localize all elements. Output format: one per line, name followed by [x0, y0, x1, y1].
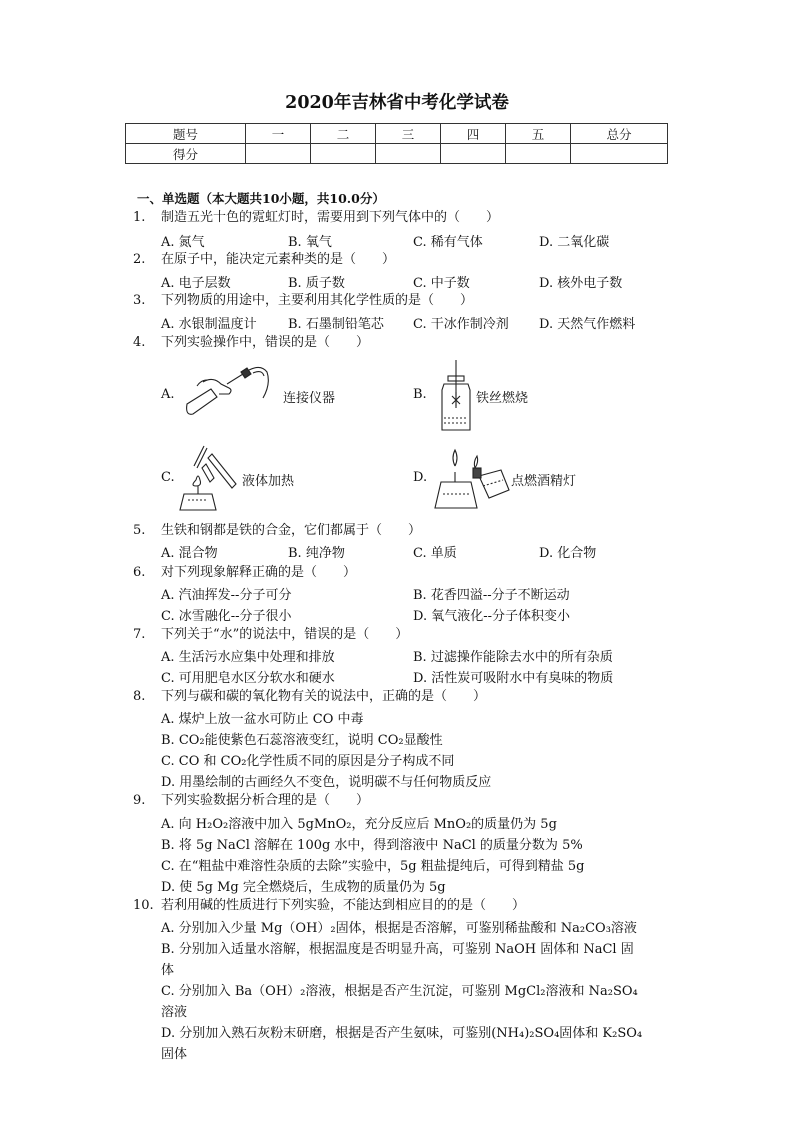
option-c-cont: 溶液: [161, 1005, 188, 1020]
question-number: 7.: [133, 627, 146, 642]
score-table-cell: 五: [506, 124, 571, 144]
option-c: C. 稀有气体: [413, 235, 483, 250]
question-number: 2.: [133, 252, 146, 267]
option-a: A. 氮气: [161, 235, 205, 250]
option-b: B. 氧气: [288, 235, 332, 250]
question-number: 10.: [133, 898, 154, 913]
hand-tube-icon: [183, 364, 275, 426]
option-c: C. 冰雪融化--分子很小: [161, 609, 292, 624]
option-a: A. 生活污水应集中处理和排放: [161, 650, 335, 665]
option-c: C.: [161, 470, 175, 485]
score-table-cell: 四: [441, 124, 506, 144]
option-b: B. 石墨制铅笔芯: [288, 317, 384, 332]
section-heading: 一、单选题（本大题共10小题，共10.0分）: [137, 191, 385, 206]
question-stem: 生铁和钢都是铁的合金，它们都属于（ ）: [161, 523, 422, 538]
option-b: B. 质子数: [288, 276, 345, 291]
option-d: D. 分别加入熟石灰粉末研磨，根据是否产生氨味，可鉴别(NH₄)₂SO₄固体和 K₂SO₄: [161, 1026, 643, 1041]
question-stem: 下列关于“水”的说法中，错误的是（ ）: [161, 627, 409, 642]
question-stem: 在原子中，能决定元素种类的是（ ）: [161, 252, 396, 267]
option-d: D. 使 5g Mg 完全燃烧后，生成物的质量仍为 5g: [161, 880, 446, 895]
question-stem: 制造五光十色的霓虹灯时，需要用到下列气体中的（ ）: [161, 210, 500, 225]
question-stem: 若利用碱的性质进行下列实验，不能达到相应目的的是（ ）: [161, 898, 526, 913]
question-number: 9.: [133, 793, 146, 808]
score-cell: [246, 144, 311, 164]
option-b: B.: [413, 387, 427, 402]
score-cell: [376, 144, 441, 164]
option-d: D. 核外电子数: [539, 276, 623, 291]
option-b: B. 过滤操作能除去水中的所有杂质: [413, 650, 613, 665]
option-b: B. 花香四溢--分子不断运动: [413, 588, 570, 603]
option-b: B. CO₂能使紫色石蕊溶液变红，说明 CO₂显酸性: [161, 733, 443, 748]
score-table-header-row: [126, 124, 668, 144]
option-c: C. CO 和 CO₂化学性质不同的原因是分子构成不同: [161, 754, 455, 769]
question-number: 6.: [133, 565, 146, 580]
option-c: C. 分别加入 Ba（OH）₂溶液，根据是否产生沉淀，可鉴别 MgCl₂溶液和 Na₂SO₄: [161, 984, 638, 999]
option-a: A. 汽油挥发--分子可分: [161, 588, 292, 603]
score-table-cell: 题号: [126, 124, 246, 144]
option-c: C. 可用肥皂水区分软水和硬水: [161, 671, 335, 686]
page-title: 2020年吉林省中考化学试卷: [285, 93, 509, 113]
question-number: 8.: [133, 689, 146, 704]
option-a: A.: [161, 387, 175, 402]
option-d: D. 活性炭可吸附水中有臭味的物质: [413, 671, 614, 686]
option-a: A. 分别加入少量 Mg（OH）₂固体，根据是否溶解，可鉴别稀盐酸和 Na₂CO₃溶液: [161, 921, 637, 936]
question-number: 4.: [133, 335, 146, 350]
score-table-cell: 一: [246, 124, 311, 144]
score-cell: [311, 144, 376, 164]
option-c: C. 单质: [413, 546, 457, 561]
score-table-cell: 总分: [571, 124, 668, 144]
question-stem: 下列与碳和碳的氧化物有关的说法中，正确的是（ ）: [161, 689, 487, 704]
figure-caption: 点燃酒精灯: [511, 474, 577, 489]
option-d: D. 氧气液化--分子体积变小: [413, 609, 571, 624]
option-d: D. 用墨绘制的古画经久不变色，说明碳不与任何物质反应: [161, 775, 492, 790]
score-table: [125, 123, 668, 164]
option-b: B. 纯净物: [288, 546, 345, 561]
option-d: D. 二氧化碳: [539, 235, 610, 250]
option-a: A. 电子层数: [161, 276, 231, 291]
score-table-score-row: [126, 144, 668, 164]
option-a: A. 向 H₂O₂溶液中加入 5gMnO₂，充分反应后 MnO₂的质量仍为 5g: [161, 817, 557, 832]
option-a: A. 煤炉上放一盆水可防止 CO 中毒: [161, 712, 364, 727]
question-number: 1.: [133, 210, 146, 225]
option-b: B. 将 5g NaCl 溶解在 100g 水中，得到溶液中 NaCl 的质量分数为 5%: [161, 838, 583, 853]
option-c: C. 在“粗盐中难溶性杂质的去除”实验中，5g 粗盐提纯后，可得到精盐 5g: [161, 859, 585, 874]
score-cell: [571, 144, 668, 164]
option-a: A. 混合物: [161, 546, 218, 561]
option-b: B. 分别加入适量水溶解，根据温度是否明显升高，可鉴别 NaOH 固体和 NaCl 固: [161, 942, 634, 957]
option-d-cont: 固体: [161, 1047, 188, 1062]
question-number: 5.: [133, 523, 146, 538]
alcohol-lamp-icon: [433, 446, 511, 512]
score-table-cell: 二: [311, 124, 376, 144]
score-cell: [441, 144, 506, 164]
figure-caption: 连接仪器: [283, 391, 336, 406]
figure-caption: 液体加热: [242, 474, 295, 489]
option-d: D.: [413, 470, 428, 485]
iron-wire-bottle-icon: [436, 360, 476, 432]
heating-tube-icon: [176, 444, 242, 514]
question-stem: 对下列现象解释正确的是（ ）: [161, 565, 357, 580]
question-stem: 下列物质的用途中，主要利用其化学性质的是（ ）: [161, 293, 474, 308]
option-c: C. 中子数: [413, 276, 470, 291]
option-d: D. 天然气作燃料: [539, 317, 636, 332]
score-table-row-label: 得分: [126, 144, 246, 164]
option-a: A. 水银制温度计: [161, 317, 257, 332]
question-number: 3.: [133, 293, 146, 308]
score-cell: [506, 144, 571, 164]
question-stem: 下列实验操作中，错误的是（ ）: [161, 335, 370, 350]
question-stem: 下列实验数据分析合理的是（ ）: [161, 793, 370, 808]
option-b-cont: 体: [161, 963, 175, 978]
option-c: C. 干冰作制冷剂: [413, 317, 509, 332]
figure-caption: 铁丝燃烧: [476, 391, 529, 406]
option-d: D. 化合物: [539, 546, 597, 561]
score-table-cell: 三: [376, 124, 441, 144]
